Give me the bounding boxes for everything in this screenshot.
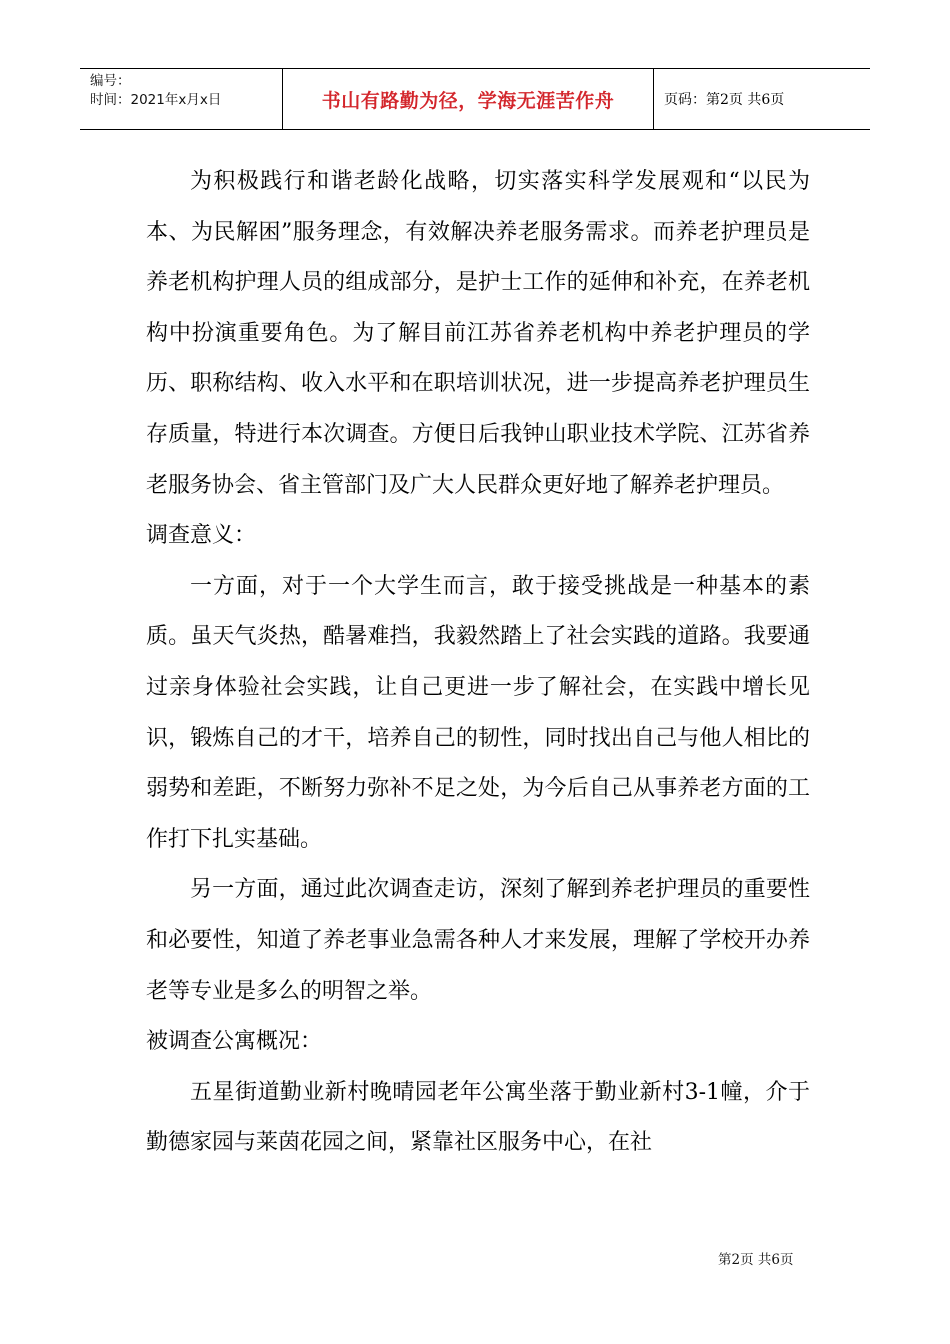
document-number: 编号： [90, 73, 131, 89]
header-page-number: 页码：第2页 共6页 [664, 92, 785, 108]
paragraph-significance-2: 另一方面，通过此次调查走访，深刻了解到养老护理员的重要性和必要性，知道了养老事业急需各种人才来发展，理解了学校开办养老等专业是多么的明智之举。 [146, 877, 810, 1004]
paragraph-background: 为积极践行和谐老龄化战略，切实落实科学发展观和“以民为本、为民解困”服务理念，有效解决养老服务需求。而养老护理员是养老机构护理人员的组成部分，是护士工作的延伸和补充，在养老机构中扮演重要角色。为了解目前江苏省养老机构中养老护理员的学历、职称结构、收入水平和在职培训状况，进一步提高养老护理员生存质量，特进行本次调查。方便日后我钟山职业技术学院、江苏省养老服务协会、省主管部门及广大人民群众更好地了解养老护理员。 [146, 169, 810, 498]
header-meta [80, 69, 282, 129]
heading-survey-significance: 调查意义： [146, 523, 257, 549]
page-header [80, 68, 870, 130]
page-footer: 第2页 共6页 [718, 1252, 794, 1268]
document-date: 时间：2021年x月x日 [90, 92, 222, 108]
document-body [146, 157, 810, 1169]
heading-apartment-overview: 被调查公寓概况： [146, 1029, 323, 1055]
header-motto: 书山有路勤为径，学海无涯苦作舟 [282, 69, 654, 129]
paragraph-apartment-overview: 五星街道勤业新村晚晴园老年公寓坐落于勤业新村3-1幢，介于勤德家园与莱茵花园之间，紧靠社区服务中心，在社 [146, 1079, 810, 1156]
paragraph-significance-1: 一方面，对于一个大学生而言，敢于接受挑战是一种基本的素质。虽天气炎热，酷暑难挡，我毅然踏上了社会实践的道路。我要通过亲身体验社会实践，让自己更进一步了解社会，在实践中增长见识，锻炼自己的才干，培养自己的韧性，同时找出自己与他人相比的弱势和差距，不断努力弥补不足之处，为今后自己从事养老方面的工作打下扎实基础。 [146, 573, 810, 852]
